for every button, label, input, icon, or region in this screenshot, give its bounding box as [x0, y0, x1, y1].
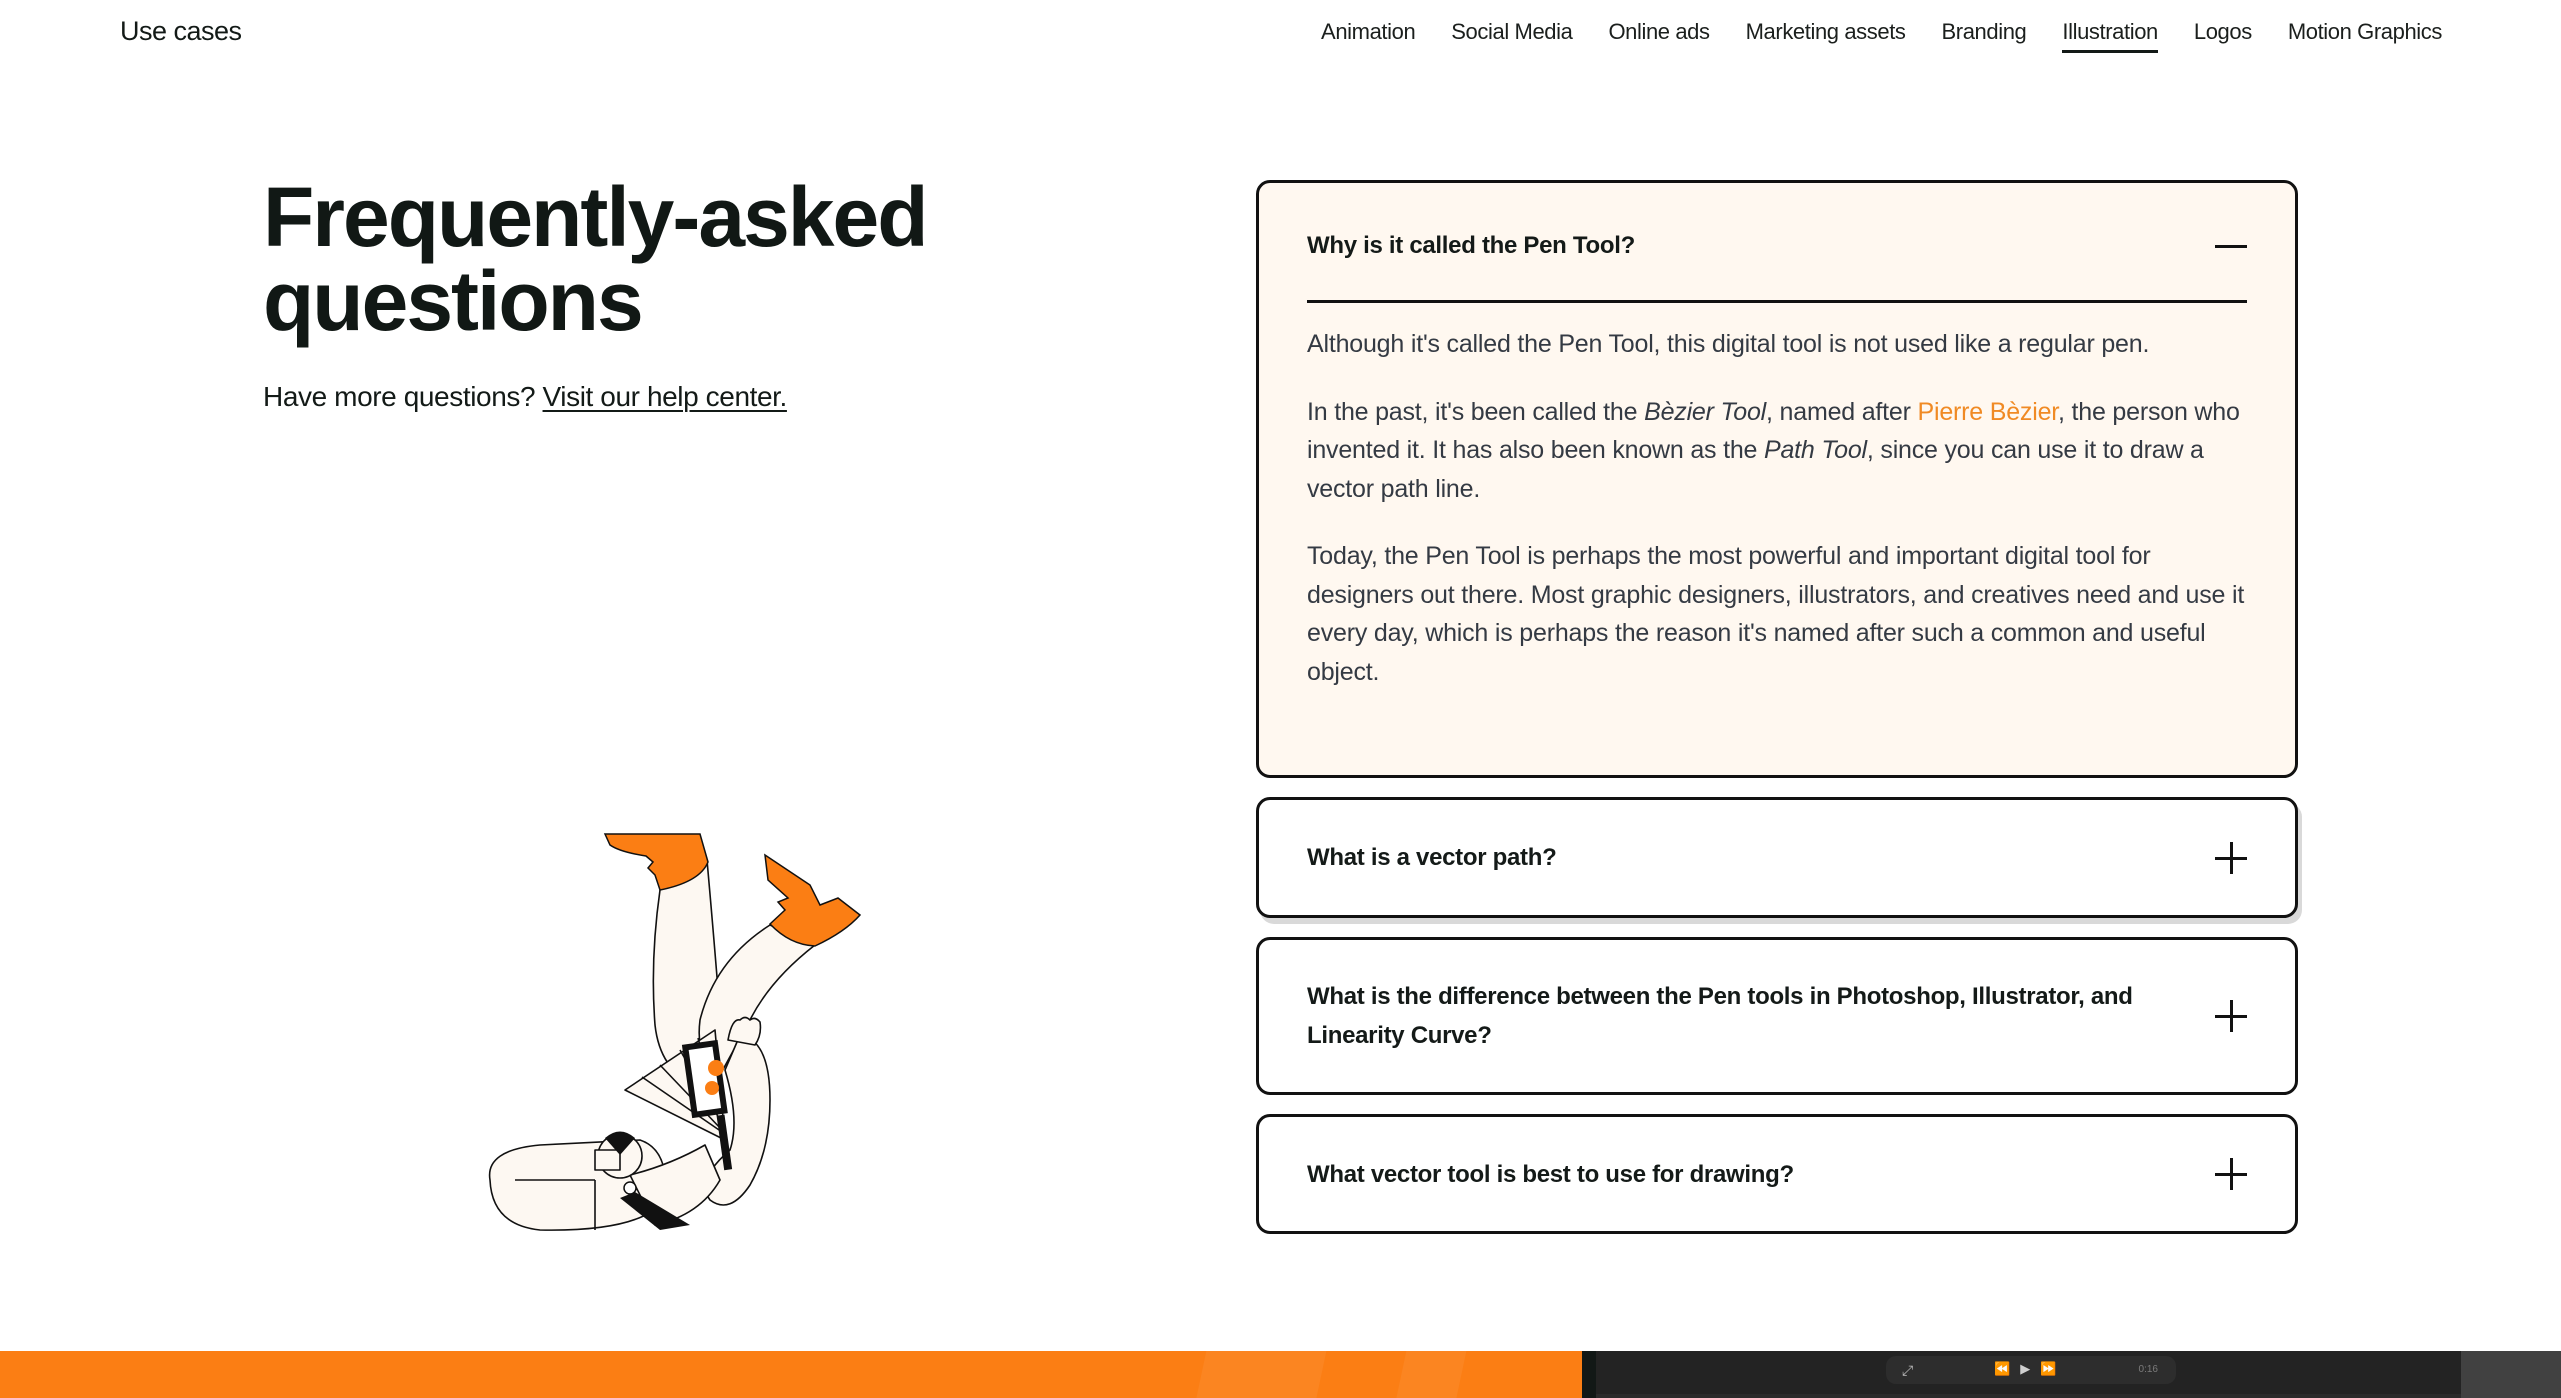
plus-icon[interactable] [2215, 1158, 2247, 1190]
video-timeline[interactable] [1596, 1394, 2461, 1398]
top-navigation [0, 0, 2561, 66]
nav-item-animation[interactable]: Animation [1321, 19, 1416, 44]
illustration-svg [470, 820, 890, 1240]
nav-items [1285, 19, 2442, 51]
expand-icon[interactable]: ⤢ [1902, 1362, 1914, 1378]
faq-question: What is a vector path? [1307, 844, 1557, 871]
title-line-2: questions [263, 254, 642, 348]
text-span: , since you can use it to draw a vector path line. [1307, 436, 2204, 503]
faq-question-toggle[interactable] [1259, 1117, 2295, 1231]
nav-item-marketing-assets[interactable]: Marketing assets [1745, 19, 1906, 44]
text-span: In the past, it's been called the [1307, 397, 1645, 426]
brand-use-cases[interactable]: Use cases [120, 16, 242, 46]
person-illustration [470, 820, 890, 1240]
nav-item-online-ads[interactable]: Online ads [1608, 19, 1710, 44]
nav-item-social-media[interactable]: Social Media [1451, 19, 1573, 44]
faq-intro [263, 170, 1163, 413]
faq-accordion [1256, 180, 2298, 1253]
path-tool-emphasis: Path Tool [1763, 436, 1867, 464]
faq-item-pen-tools-difference[interactable] [1256, 937, 2298, 1095]
video-controls-bar [1886, 1356, 2176, 1384]
plus-icon[interactable] [2215, 1000, 2247, 1032]
fast-forward-icon[interactable]: ⏩ [2040, 1361, 2057, 1376]
faq-item-best-vector-tool[interactable] [1256, 1114, 2298, 1234]
faq-question: What is the difference between the Pen tools in Photoshop, Illustrator, and Linearity Curve? [1307, 983, 2133, 1049]
faq-question-toggle[interactable] [1259, 940, 2295, 1092]
title-line-1: Frequently-asked [263, 170, 927, 264]
faq-question: What vector tool is best to use for drawing? [1307, 1160, 1794, 1188]
answer-paragraph-1: Although it's called the Pen Tool, this digital tool is not used like a regular pen. [1307, 330, 2150, 358]
faq-question-toggle[interactable] [1259, 183, 2295, 296]
video-time: 0:16 [2138, 1364, 2158, 1375]
faq-item-vector-path[interactable] [1256, 797, 2298, 918]
page-title [263, 170, 1163, 348]
plus-icon[interactable] [2215, 842, 2247, 874]
answer-paragraph-2 [1307, 393, 2247, 509]
help-center-link[interactable]: Visit our help center. [542, 381, 787, 412]
rewind-icon[interactable]: ⏪ [1994, 1361, 2011, 1376]
subtitle-text: Have more questions? [263, 381, 543, 412]
nav-item-illustration[interactable]: Illustration [2062, 19, 2157, 51]
answer-paragraph-3: Today, the Pen Tool is perhaps the most powerful and important digital tool for designers out there. Most graphic designers, illustrators, and creatives need and use it every day, which is perhaps the reason it's named after such a common and useful object. [1307, 542, 2245, 686]
stripe-decoration [1391, 1351, 1468, 1398]
pierre-bezier-link[interactable]: Pierre Bèzier [1917, 397, 2059, 426]
minus-icon[interactable] [2215, 230, 2247, 262]
nav-item-logos[interactable]: Logos [2193, 19, 2252, 44]
side-panel [2461, 1351, 2561, 1398]
text-span: , the person who invented it. It has also been known as the [1307, 397, 2240, 464]
subtitle [263, 381, 1163, 413]
orange-banner [0, 1351, 1582, 1398]
bezier-tool-emphasis: Bèzier Tool [1644, 397, 1767, 426]
faq-question-toggle[interactable] [1259, 800, 2295, 915]
playback-controls [1994, 1361, 2056, 1377]
play-icon[interactable]: ▶ [2020, 1361, 2031, 1376]
nav-item-motion-graphics[interactable]: Motion Graphics [2287, 19, 2442, 44]
next-section-preview [0, 1351, 2561, 1398]
stripe-decoration [1191, 1351, 1328, 1398]
panel-edge [1582, 1351, 1596, 1398]
faq-item-pen-tool [1256, 180, 2298, 778]
nav-item-branding[interactable]: Branding [1941, 19, 2027, 44]
faq-answer [1259, 303, 2295, 691]
faq-question: Why is it called the Pen Tool? [1307, 232, 1635, 259]
video-player [1596, 1351, 2461, 1398]
text-span: , named after [1766, 397, 1918, 426]
